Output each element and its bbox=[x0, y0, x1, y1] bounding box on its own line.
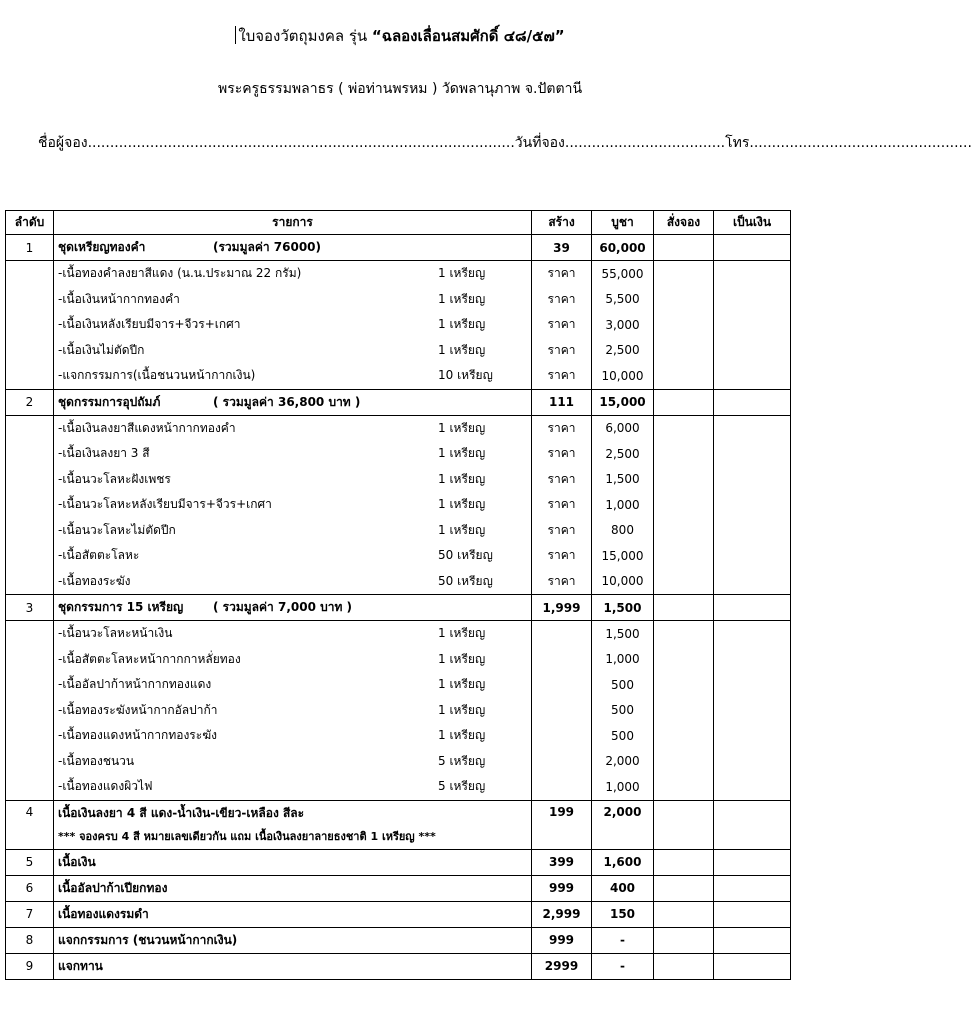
table-body bbox=[6, 235, 791, 980]
amount-cell[interactable] bbox=[714, 235, 791, 261]
row-price: - bbox=[592, 953, 654, 979]
col-header-item: รายการ bbox=[54, 211, 532, 235]
item-row bbox=[6, 749, 791, 775]
amount-cell[interactable] bbox=[714, 569, 791, 595]
item-quantity: 1 เหรียญ bbox=[438, 342, 486, 357]
order-table bbox=[5, 210, 791, 980]
item-name-cell bbox=[54, 723, 532, 749]
amount-cell[interactable] bbox=[714, 800, 791, 849]
item-quantity: 1 เหรียญ bbox=[438, 497, 486, 512]
item-quantity: 10 เหรียญ bbox=[438, 368, 493, 383]
item-quantity: 1 เหรียญ bbox=[438, 677, 486, 692]
item-unit-label: ราคา bbox=[532, 518, 592, 544]
item-unit-label: ราคา bbox=[532, 312, 592, 338]
temple-subtitle: พระครูธรรมพลาธร ( พ่อท่านพรหม ) วัดพลานุภาพ จ.ปัตตานี bbox=[217, 81, 583, 97]
order-qty-cell[interactable] bbox=[654, 389, 714, 415]
item-row bbox=[6, 518, 791, 544]
item-number-cell bbox=[6, 621, 54, 647]
item-number-cell bbox=[6, 698, 54, 724]
item-name-cell bbox=[54, 672, 532, 698]
item-name-cell bbox=[54, 492, 532, 518]
amount-cell[interactable] bbox=[714, 287, 791, 313]
group-price: 1,500 bbox=[592, 595, 654, 621]
item-quantity: 1 เหรียญ bbox=[438, 317, 486, 332]
amount-cell[interactable] bbox=[714, 338, 791, 364]
item-name-cell bbox=[54, 647, 532, 673]
order-qty-cell[interactable] bbox=[654, 261, 714, 287]
row-name: เนื้ออัลปาก้าเปียกทอง bbox=[54, 875, 532, 901]
group-number: 2 bbox=[6, 389, 54, 415]
item-number-cell bbox=[6, 774, 54, 800]
item-unit-label bbox=[532, 774, 592, 800]
item-row bbox=[6, 415, 791, 441]
item-price: 1,000 bbox=[592, 774, 654, 800]
item-name: -เนื้ออัลปาก้าหน้ากากทองแดง bbox=[58, 677, 212, 692]
group-made-count: 39 bbox=[532, 235, 592, 261]
order-qty-cell[interactable] bbox=[654, 621, 714, 647]
item-quantity: 1 เหรียญ bbox=[438, 702, 486, 717]
item-name: -เนื้อเงินไม่ตัดปีก bbox=[58, 342, 145, 357]
row-name: เนื้อเงิน bbox=[54, 849, 532, 875]
item-unit-label bbox=[532, 672, 592, 698]
item-name-cell bbox=[54, 621, 532, 647]
group-row bbox=[6, 235, 791, 261]
booker-info-line bbox=[38, 132, 972, 154]
amount-cell[interactable] bbox=[714, 595, 791, 621]
item-quantity: 1 เหรียญ bbox=[438, 446, 486, 461]
item-row bbox=[6, 672, 791, 698]
item-number-cell bbox=[6, 569, 54, 595]
order-qty-cell[interactable] bbox=[654, 749, 714, 775]
row-price: - bbox=[592, 927, 654, 953]
item-name: -เนื้อทองคำลงยาสีแดง (น.น.ประมาณ 22 กรัม) bbox=[58, 266, 302, 281]
item-name: -เนื้อนวะโลหะหลังเรียบมีจาร+จีวร+เกศา bbox=[58, 497, 272, 512]
amount-cell[interactable] bbox=[714, 849, 791, 875]
amount-cell[interactable] bbox=[714, 875, 791, 901]
group-made-count: 199 bbox=[532, 800, 592, 849]
item-unit-label: ราคา bbox=[532, 287, 592, 313]
item-quantity: 1 เหรียญ bbox=[438, 266, 486, 281]
group-total-value: ( รวมมูลค่า 36,800 บาท ) bbox=[213, 394, 361, 409]
order-qty-cell[interactable] bbox=[654, 441, 714, 467]
item-price: 3,000 bbox=[592, 312, 654, 338]
col-header-amount: เป็นเงิน bbox=[714, 211, 791, 235]
item-row bbox=[6, 543, 791, 569]
item-price: 2,500 bbox=[592, 441, 654, 467]
order-qty-cell[interactable] bbox=[654, 415, 714, 441]
group-name: ชุดกรรมการ 15 เหรียญ bbox=[58, 600, 184, 614]
col-header-order: สั่งจอง bbox=[654, 211, 714, 235]
item-name: -เนื้อนวะโลหะไม่ตัดปีก bbox=[58, 522, 176, 537]
order-qty-cell[interactable] bbox=[654, 875, 714, 901]
amount-cell[interactable] bbox=[714, 312, 791, 338]
item-quantity: 1 เหรียญ bbox=[438, 420, 486, 435]
item-unit-label: ราคา bbox=[532, 467, 592, 493]
group-made-count: 1,999 bbox=[532, 595, 592, 621]
item-unit-label: ราคา bbox=[532, 543, 592, 569]
item-quantity: 50 เหรียญ bbox=[438, 548, 493, 563]
item-unit-label bbox=[532, 621, 592, 647]
item-name-cell bbox=[54, 467, 532, 493]
col-header-made: สร้าง bbox=[532, 211, 592, 235]
group-total-value: ( รวมมูลค่า 7,000 บาท ) bbox=[213, 600, 353, 614]
item-name-cell bbox=[54, 287, 532, 313]
item-number-cell bbox=[6, 261, 54, 287]
item-unit-label bbox=[532, 698, 592, 724]
col-header-no: ลำดับ bbox=[6, 211, 54, 235]
item-price: 500 bbox=[592, 723, 654, 749]
item-name: -เนื้อสัตตะโลหะหน้ากากกาหลั่ยทอง bbox=[58, 651, 241, 666]
amount-cell[interactable] bbox=[714, 415, 791, 441]
item-price: 5,500 bbox=[592, 287, 654, 313]
item-name-cell bbox=[54, 698, 532, 724]
amount-cell[interactable] bbox=[714, 647, 791, 673]
item-name-cell bbox=[54, 569, 532, 595]
item-row bbox=[6, 312, 791, 338]
item-name: -แจกกรรมการ(เนื้อชนวนหน้ากากเงิน) bbox=[58, 368, 256, 383]
date-blank[interactable]: .................................... bbox=[564, 135, 726, 151]
item-number-cell bbox=[6, 543, 54, 569]
item-price: 500 bbox=[592, 672, 654, 698]
bonus-note: *** จองครบ 4 สี หมายเลขเดียวกัน แถม เนื้อเงินลงยาลายธงชาติ 1 เหรียญ *** bbox=[58, 829, 436, 843]
group-number: 1 bbox=[6, 235, 54, 261]
title-text: ใบจองวัตถุมงคล รุ่น bbox=[238, 27, 372, 45]
item-name-cell bbox=[54, 441, 532, 467]
order-qty-cell[interactable] bbox=[654, 723, 714, 749]
name-label: ชื่อผู้จอง bbox=[38, 135, 88, 151]
single-row bbox=[6, 953, 791, 979]
item-price: 15,000 bbox=[592, 543, 654, 569]
amount-cell[interactable] bbox=[714, 363, 791, 389]
row-name: แจกกรรมการ (ชนวนหน้ากากเงิน) bbox=[54, 927, 532, 953]
group-name-cell bbox=[54, 235, 532, 261]
item-unit-label: ราคา bbox=[532, 338, 592, 364]
row-made-count: 2999 bbox=[532, 953, 592, 979]
item-name: -เนื้อสัตตะโลหะ bbox=[58, 548, 140, 563]
single-row bbox=[6, 927, 791, 953]
item-number-cell bbox=[6, 363, 54, 389]
item-unit-label bbox=[532, 647, 592, 673]
amount-cell[interactable] bbox=[714, 492, 791, 518]
item-number-cell bbox=[6, 415, 54, 441]
item-name-cell bbox=[54, 415, 532, 441]
phone-label: โทร bbox=[725, 135, 750, 151]
item-quantity: 1 เหรียญ bbox=[438, 728, 486, 743]
order-qty-cell[interactable] bbox=[654, 312, 714, 338]
row-name: เนื้อทองแดงรมดำ bbox=[54, 901, 532, 927]
order-qty-cell[interactable] bbox=[654, 287, 714, 313]
item-row bbox=[6, 774, 791, 800]
order-qty-cell[interactable] bbox=[654, 543, 714, 569]
item-price: 1,000 bbox=[592, 492, 654, 518]
table-header-row bbox=[6, 211, 791, 235]
item-number-cell bbox=[6, 338, 54, 364]
item-quantity: 50 เหรียญ bbox=[438, 573, 493, 588]
item-number-cell bbox=[6, 287, 54, 313]
order-qty-cell[interactable] bbox=[654, 595, 714, 621]
group-name: ชุดกรรมการอุปถัมภ์ bbox=[58, 394, 161, 409]
amount-cell[interactable] bbox=[714, 927, 791, 953]
group-total-value: (รวมมูลค่า 76000) bbox=[213, 240, 322, 254]
item-name: -เนื้อเงินลงยา 3 สี bbox=[58, 446, 150, 461]
text-cursor bbox=[235, 26, 236, 44]
row-made-count: 2,999 bbox=[532, 901, 592, 927]
single-row bbox=[6, 849, 791, 875]
amount-cell[interactable] bbox=[714, 518, 791, 544]
item-name: -เนื้อทองระฆัง bbox=[58, 573, 131, 588]
group-name: ชุดเหรียญทองคำ bbox=[58, 240, 146, 254]
group-row bbox=[6, 800, 791, 849]
order-qty-cell[interactable] bbox=[654, 953, 714, 979]
row-number: 9 bbox=[6, 953, 54, 979]
item-quantity: 1 เหรียญ bbox=[438, 626, 486, 641]
item-name-cell bbox=[54, 261, 532, 287]
amount-cell[interactable] bbox=[714, 621, 791, 647]
order-qty-cell[interactable] bbox=[654, 800, 714, 849]
group-number: 4 bbox=[6, 800, 54, 849]
amount-cell[interactable] bbox=[714, 723, 791, 749]
item-name: -เนื้อทองชนวน bbox=[58, 753, 135, 768]
item-name: -เนื้อทองระฆังหน้ากากอัลปาก้า bbox=[58, 702, 218, 717]
group-row bbox=[6, 389, 791, 415]
row-made-count: 399 bbox=[532, 849, 592, 875]
order-qty-cell[interactable] bbox=[654, 927, 714, 953]
order-qty-cell[interactable] bbox=[654, 363, 714, 389]
amount-cell[interactable] bbox=[714, 543, 791, 569]
item-price: 500 bbox=[592, 698, 654, 724]
group-number: 3 bbox=[6, 595, 54, 621]
amount-cell[interactable] bbox=[714, 467, 791, 493]
item-price: 1,500 bbox=[592, 467, 654, 493]
item-name-cell bbox=[54, 749, 532, 775]
order-qty-cell[interactable] bbox=[654, 774, 714, 800]
amount-cell[interactable] bbox=[714, 441, 791, 467]
amount-cell[interactable] bbox=[714, 953, 791, 979]
amount-cell[interactable] bbox=[714, 672, 791, 698]
item-quantity: 5 เหรียญ bbox=[438, 779, 486, 794]
group-row bbox=[6, 595, 791, 621]
item-row bbox=[6, 647, 791, 673]
order-qty-cell[interactable] bbox=[654, 492, 714, 518]
item-price: 10,000 bbox=[592, 363, 654, 389]
item-name-cell bbox=[54, 338, 532, 364]
item-price: 2,500 bbox=[592, 338, 654, 364]
item-name-cell bbox=[54, 312, 532, 338]
item-row bbox=[6, 698, 791, 724]
date-label: วันที่จอง bbox=[514, 135, 565, 151]
order-qty-cell[interactable] bbox=[654, 518, 714, 544]
item-unit-label: ราคา bbox=[532, 569, 592, 595]
amount-cell[interactable] bbox=[714, 389, 791, 415]
item-unit-label: ราคา bbox=[532, 415, 592, 441]
group-price: 15,000 bbox=[592, 389, 654, 415]
item-unit-label bbox=[532, 749, 592, 775]
item-quantity: 1 เหรียญ bbox=[438, 471, 486, 486]
row-number: 8 bbox=[6, 927, 54, 953]
item-name: -เนื้อเงินหลังเรียบมีจาร+จีวร+เกศา bbox=[58, 317, 241, 332]
order-qty-cell[interactable] bbox=[654, 569, 714, 595]
item-row bbox=[6, 338, 791, 364]
item-name-cell bbox=[54, 363, 532, 389]
form-title bbox=[0, 24, 800, 48]
order-qty-cell[interactable] bbox=[654, 901, 714, 927]
name-blank[interactable]: ................................................................................................ bbox=[87, 135, 515, 151]
item-row bbox=[6, 363, 791, 389]
order-qty-cell[interactable] bbox=[654, 235, 714, 261]
single-row bbox=[6, 875, 791, 901]
item-number-cell bbox=[6, 647, 54, 673]
item-name: -เนื้อทองแดงหน้ากากทองระฆัง bbox=[58, 728, 217, 743]
item-price: 55,000 bbox=[592, 261, 654, 287]
item-price: 1,000 bbox=[592, 647, 654, 673]
item-unit-label: ราคา bbox=[532, 363, 592, 389]
item-number-cell bbox=[6, 518, 54, 544]
item-number-cell bbox=[6, 723, 54, 749]
item-row bbox=[6, 621, 791, 647]
item-number-cell bbox=[6, 749, 54, 775]
item-unit-label: ราคา bbox=[532, 261, 592, 287]
group-name: เนื้อเงินลงยา 4 สี แดง-น้ำเงิน-เขียว-เหลือง สีละ bbox=[58, 805, 305, 820]
group-price: 60,000 bbox=[592, 235, 654, 261]
item-row bbox=[6, 467, 791, 493]
order-qty-cell[interactable] bbox=[654, 698, 714, 724]
row-name: แจกทาน bbox=[54, 953, 532, 979]
row-price: 400 bbox=[592, 875, 654, 901]
item-quantity: 1 เหรียญ bbox=[438, 291, 486, 306]
amount-cell[interactable] bbox=[714, 749, 791, 775]
amount-cell[interactable] bbox=[714, 901, 791, 927]
item-quantity: 5 เหรียญ bbox=[438, 753, 486, 768]
order-qty-cell[interactable] bbox=[654, 647, 714, 673]
group-name-cell bbox=[54, 389, 532, 415]
item-name-cell bbox=[54, 518, 532, 544]
group-name-cell bbox=[54, 595, 532, 621]
item-name: -เนื้อทองแดงผิวไฟ bbox=[58, 779, 153, 794]
amount-cell[interactable] bbox=[714, 774, 791, 800]
item-row bbox=[6, 569, 791, 595]
item-name: -เนื้อนวะโลหะฝังเพชร bbox=[58, 471, 171, 486]
item-price: 1,500 bbox=[592, 621, 654, 647]
item-row bbox=[6, 261, 791, 287]
item-name: -เนื้อเงินลงยาสีแดงหน้ากากทองคำ bbox=[58, 420, 236, 435]
item-name: -เนื้อเงินหน้ากากทองคำ bbox=[58, 291, 180, 306]
item-row bbox=[6, 723, 791, 749]
amount-cell[interactable] bbox=[714, 698, 791, 724]
group-price: 2,000 bbox=[592, 800, 654, 849]
group-name-cell bbox=[54, 800, 532, 849]
amount-cell[interactable] bbox=[714, 261, 791, 287]
title-edition: “ฉลองเลื่อนสมศักดิ์ ๔๘/๕๗” bbox=[371, 27, 565, 45]
item-row bbox=[6, 287, 791, 313]
row-price: 150 bbox=[592, 901, 654, 927]
row-number: 5 bbox=[6, 849, 54, 875]
item-name-cell bbox=[54, 774, 532, 800]
item-price: 800 bbox=[592, 518, 654, 544]
item-number-cell bbox=[6, 467, 54, 493]
item-row bbox=[6, 441, 791, 467]
row-price: 1,600 bbox=[592, 849, 654, 875]
item-number-cell bbox=[6, 492, 54, 518]
item-number-cell bbox=[6, 441, 54, 467]
order-qty-cell[interactable] bbox=[654, 849, 714, 875]
order-qty-cell[interactable] bbox=[654, 338, 714, 364]
item-price: 10,000 bbox=[592, 569, 654, 595]
item-number-cell bbox=[6, 312, 54, 338]
row-made-count: 999 bbox=[532, 927, 592, 953]
single-row bbox=[6, 901, 791, 927]
item-name-cell bbox=[54, 543, 532, 569]
item-price: 2,000 bbox=[592, 749, 654, 775]
item-quantity: 1 เหรียญ bbox=[438, 651, 486, 666]
row-number: 7 bbox=[6, 901, 54, 927]
item-price: 6,000 bbox=[592, 415, 654, 441]
item-quantity: 1 เหรียญ bbox=[438, 522, 486, 537]
group-made-count: 111 bbox=[532, 389, 592, 415]
order-qty-cell[interactable] bbox=[654, 467, 714, 493]
item-row bbox=[6, 492, 791, 518]
col-header-price: บูชา bbox=[592, 211, 654, 235]
row-made-count: 999 bbox=[532, 875, 592, 901]
item-unit-label: ราคา bbox=[532, 441, 592, 467]
item-unit-label: ราคา bbox=[532, 492, 592, 518]
phone-blank[interactable]: .................................................. bbox=[749, 135, 972, 151]
item-unit-label bbox=[532, 723, 592, 749]
item-name: -เนื้อนวะโลหะหน้าเงิน bbox=[58, 626, 173, 641]
row-number: 6 bbox=[6, 875, 54, 901]
item-number-cell bbox=[6, 672, 54, 698]
order-qty-cell[interactable] bbox=[654, 672, 714, 698]
